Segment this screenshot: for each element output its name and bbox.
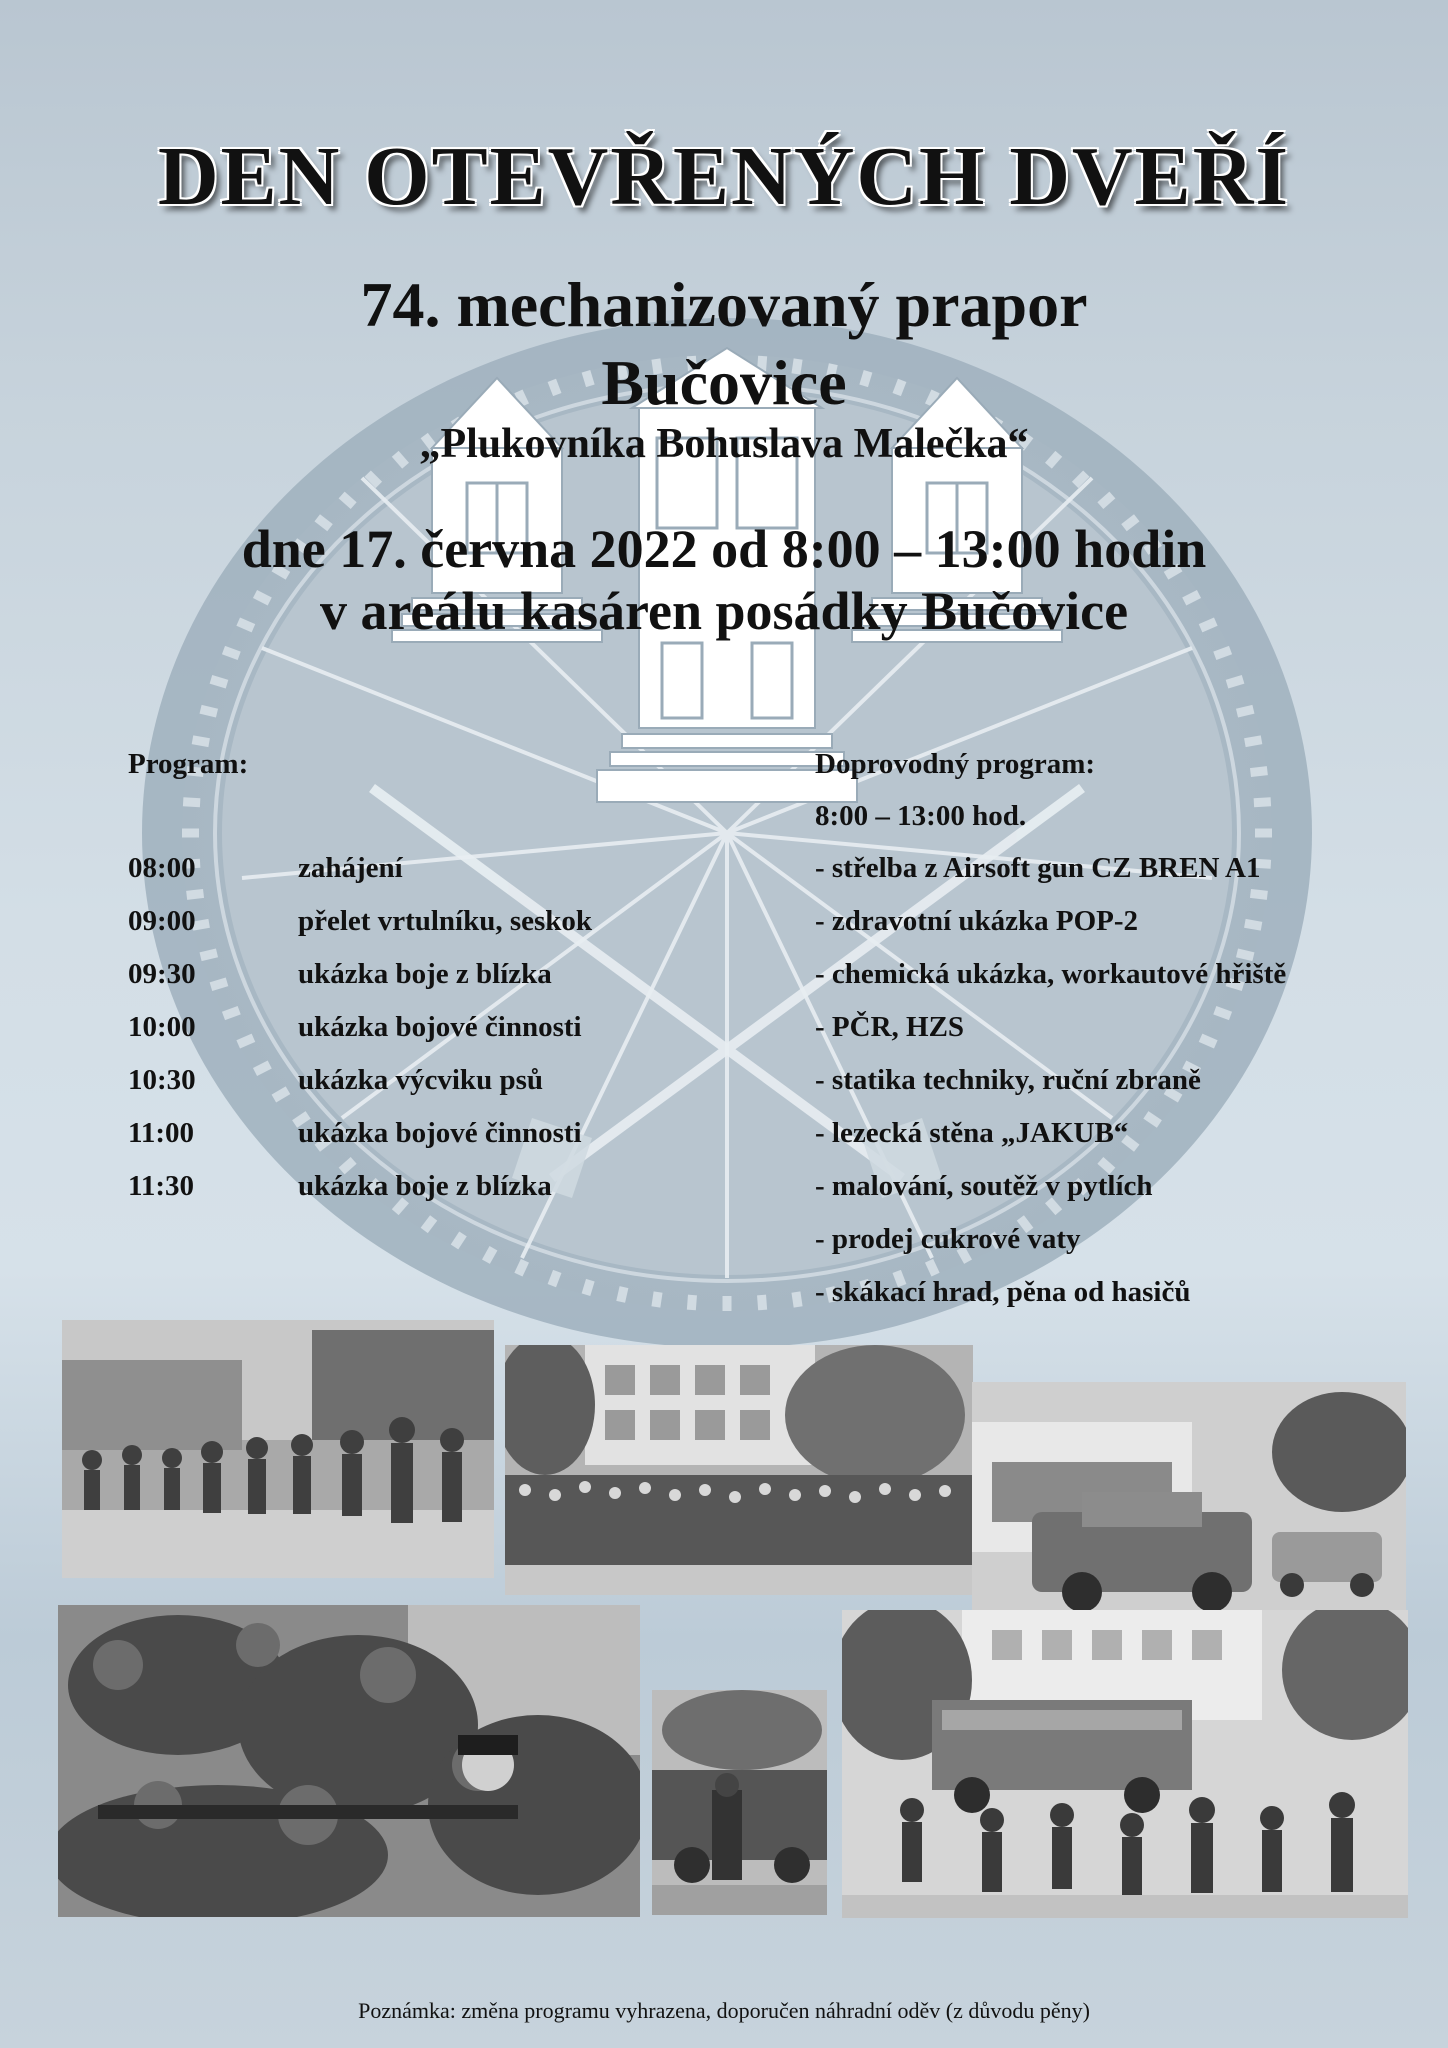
program-activity: přelet vrtulníku, seskok [298, 905, 593, 937]
emblem-tick [929, 1261, 936, 1275]
program-time: 09:30 [128, 958, 196, 990]
program-activity: zahájení [298, 852, 403, 884]
program-activity: ukázka výcviku psů [298, 1064, 543, 1096]
program-activity: ukázka boje z blízka [298, 958, 552, 990]
side-program-item: - lezecká stěna „JAKUB“ [815, 1117, 1129, 1149]
emblem-tick [1215, 650, 1231, 656]
emblem-tick [187, 893, 204, 895]
program-time: 09:00 [128, 905, 196, 937]
emblem-tick [223, 650, 239, 656]
unit-name: 74. mechanizovaný prapor [360, 269, 1088, 340]
side-program-item: - statika techniky, ruční zbraně [815, 1064, 1201, 1096]
unit-location: Bučovice [601, 347, 847, 418]
emblem-tick [621, 1287, 624, 1302]
emblem-tick [238, 1038, 253, 1045]
emblem-tick [762, 1295, 763, 1310]
side-program-item: - chemická ukázka, workautové hřiště [815, 958, 1287, 990]
photo-children-group [62, 1320, 494, 1578]
side-program-item: - prodej cukrové vaty [815, 1223, 1081, 1255]
unit-honorary-name: „Plukovníka Bohuslava Malečka“ [419, 421, 1029, 467]
program-time: 10:00 [128, 1011, 196, 1043]
side-program-hours: 8:00 – 13:00 hod. [815, 800, 1027, 832]
page-title: DEN OTEVŘENÝCH DVEŘÍ [157, 130, 1291, 223]
side-program-item: - skákací hrad, pěna od hasičů [815, 1276, 1191, 1308]
emblem-tick [796, 1292, 798, 1307]
emblem-tick [1254, 802, 1271, 803]
emblem-tick [1201, 1038, 1216, 1045]
emblem-tick [1227, 679, 1243, 684]
photo-camouflage-soldier [58, 1605, 640, 1917]
emblem-tick [201, 709, 217, 713]
footer-note: Poznámka: změna programu vyhrazena, doporučen náhradní oděv (z důvodu pěny) [358, 1998, 1090, 2023]
emblem-tick [691, 1295, 692, 1310]
emblem-tick [1215, 1010, 1231, 1016]
emblem-tick [223, 1010, 239, 1016]
event-date: dne 17. června 2022 od 8:00 – 13:00 hodin [241, 519, 1207, 579]
program-time: 10:30 [128, 1064, 196, 1096]
program-activity: ukázka bojové činnosti [298, 1117, 582, 1149]
photo-fire-truck-crowd [842, 1610, 1408, 1918]
program-time: 08:00 [128, 852, 196, 884]
emblem-tick [211, 982, 227, 987]
emblem-tick [183, 802, 200, 803]
side-program-item: - PČR, HZS [815, 1011, 965, 1043]
emblem-tick [1250, 893, 1267, 895]
photo-crowd-building [505, 1345, 973, 1595]
emblem-tick [211, 679, 227, 684]
emblem-tick [586, 1280, 590, 1294]
emblem-tick [552, 1271, 557, 1285]
emblem-tick [518, 1261, 525, 1275]
program-time: 11:30 [128, 1170, 195, 1202]
program-time: 11:00 [128, 1117, 195, 1149]
emblem-tick [656, 1292, 658, 1307]
emblem-tick [201, 953, 217, 957]
side-program-item: - zdravotní ukázka POP-2 [815, 905, 1139, 937]
program-activity: ukázka bojové činnosti [298, 1011, 582, 1043]
side-program-item: - střelba z Airsoft gun CZ BREN A1 [815, 852, 1261, 884]
side-program-heading: Doprovodný program: [815, 748, 1096, 780]
emblem-tick [1245, 923, 1262, 926]
photo-military-vehicles [972, 1382, 1406, 1627]
side-program-item: - malování, soutěž v pytlích [815, 1170, 1153, 1202]
photo-vehicle-visitors [652, 1690, 827, 1915]
emblem-tick [1237, 953, 1253, 957]
program-activity: ukázka boje z blízka [298, 1170, 552, 1202]
emblem-tick [1250, 771, 1267, 773]
event-venue: v areálu kasáren posádky Bučovice [319, 581, 1129, 641]
program-heading: Program: [128, 748, 249, 780]
emblem-tick [1237, 709, 1253, 713]
emblem-tick [1245, 740, 1262, 743]
emblem-tick [192, 740, 209, 743]
